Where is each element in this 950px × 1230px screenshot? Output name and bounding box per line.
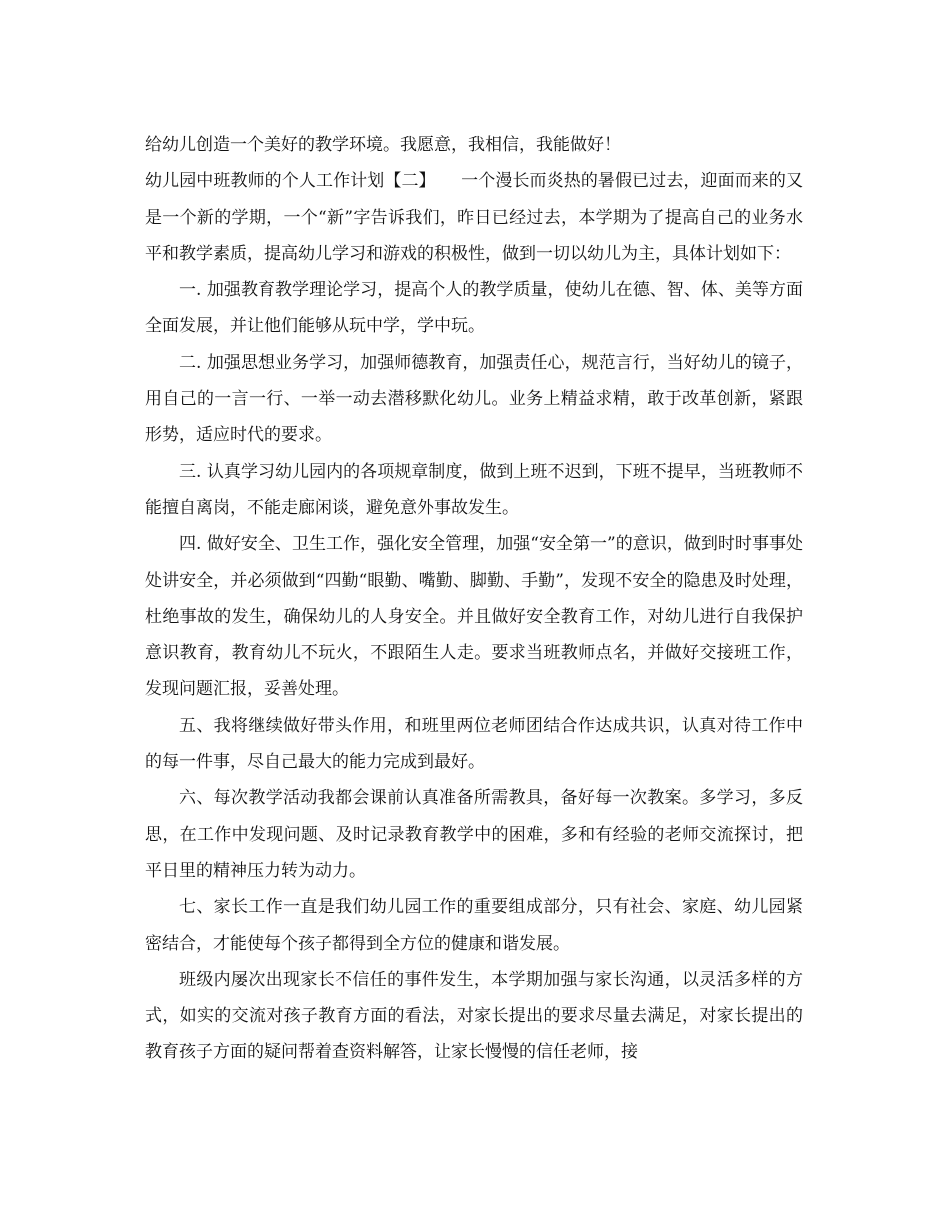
section-intro-paragraph <box>145 163 803 272</box>
section-heading: 幼儿园中班教师的个人工作计划【二】 <box>145 171 436 192</box>
intro-line: 给幼儿创造一个美好的教学环境。我愿意，我相信，我能做好！ <box>145 135 621 155</box>
plan-item-4: 四. 做好安全、卫生工作，强化安全管理，加强“安全第一”的意识，做到时时事事处处讲安全，并必须做到“四勤“眼勤、嘴勤、脚勤、手勤”，发现不安全的隐患及时处理，杜绝事故的发生，确保幼儿的人身安全。并且做好安全教育工作，对幼儿进行自我保护意识教育，教育幼儿不玩火，不跟陌生人走。要求当班教师点名，并做好交接班工作，发现问题汇报，妥善处理。 <box>145 534 803 700</box>
parent-communication-paragraph: 班级内屡次出现家长不信任的事件发生，本学期加强与家长沟通，以灵活多样的方式，如实的交流对孩子教育方面的看法，对家长提出的要求尽量去满足，对家长提出的教育孩子方面的疑问帮着查资料解答，让家长慢慢的信任老师，接 <box>145 969 803 1063</box>
plan-item-6: 六、每次教学活动我都会课前认真准备所需教具，备好每一次教案。多学习，多反思，在工作中发现问题、及时记录教育教学中的困难，多和有经验的老师交流探讨，把平日里的精神压力转为动力。 <box>145 788 803 881</box>
plan-item-2: 二. 加强思想业务学习，加强师德教育，加强责任心，规范言行，当好幼儿的镜子，用自己的一言一行、一举一动去潜移默化幼儿。业务上精益求精，敢于改革创新，紧跟形势，适应时代的要求。 <box>145 352 803 446</box>
section-intro-text: 一个漫长而炎热的暑假已过去，迎面而来的又是一个新的学期，一个“新”字告诉我们，昨日已经过去，本学期为了提高自己的业务水平和教学素质，提高幼儿学习和游戏的积极性，做到一切以幼儿为主，具体计划如下： <box>145 171 804 264</box>
plan-item-5: 五、我将继续做好带头作用，和班里两位老师团结合作达成共识，认真对待工作中的每一件事，尽自己最大的能力完成到最好。 <box>145 715 803 773</box>
plan-item-1: 一. 加强教育教学理论学习，提高个人的教学质量，使幼儿在德、智、体、美等方面全面发展，并让他们能够从玩中学，学中玩。 <box>145 280 803 337</box>
plan-item-3: 三. 认真学习幼儿园内的各项规章制度，做到上班不迟到，下班不提早，当班教师不能擅自离岗，不能走廊闲谈，避免意外事故发生。 <box>145 461 803 518</box>
document-body <box>145 127 803 1071</box>
plan-item-7: 七、家长工作一直是我们幼儿园工作的重要组成部分，只有社会、家庭、幼儿园紧密结合，才能使每个孩子都得到全方位的健康和谐发展。 <box>145 897 803 954</box>
